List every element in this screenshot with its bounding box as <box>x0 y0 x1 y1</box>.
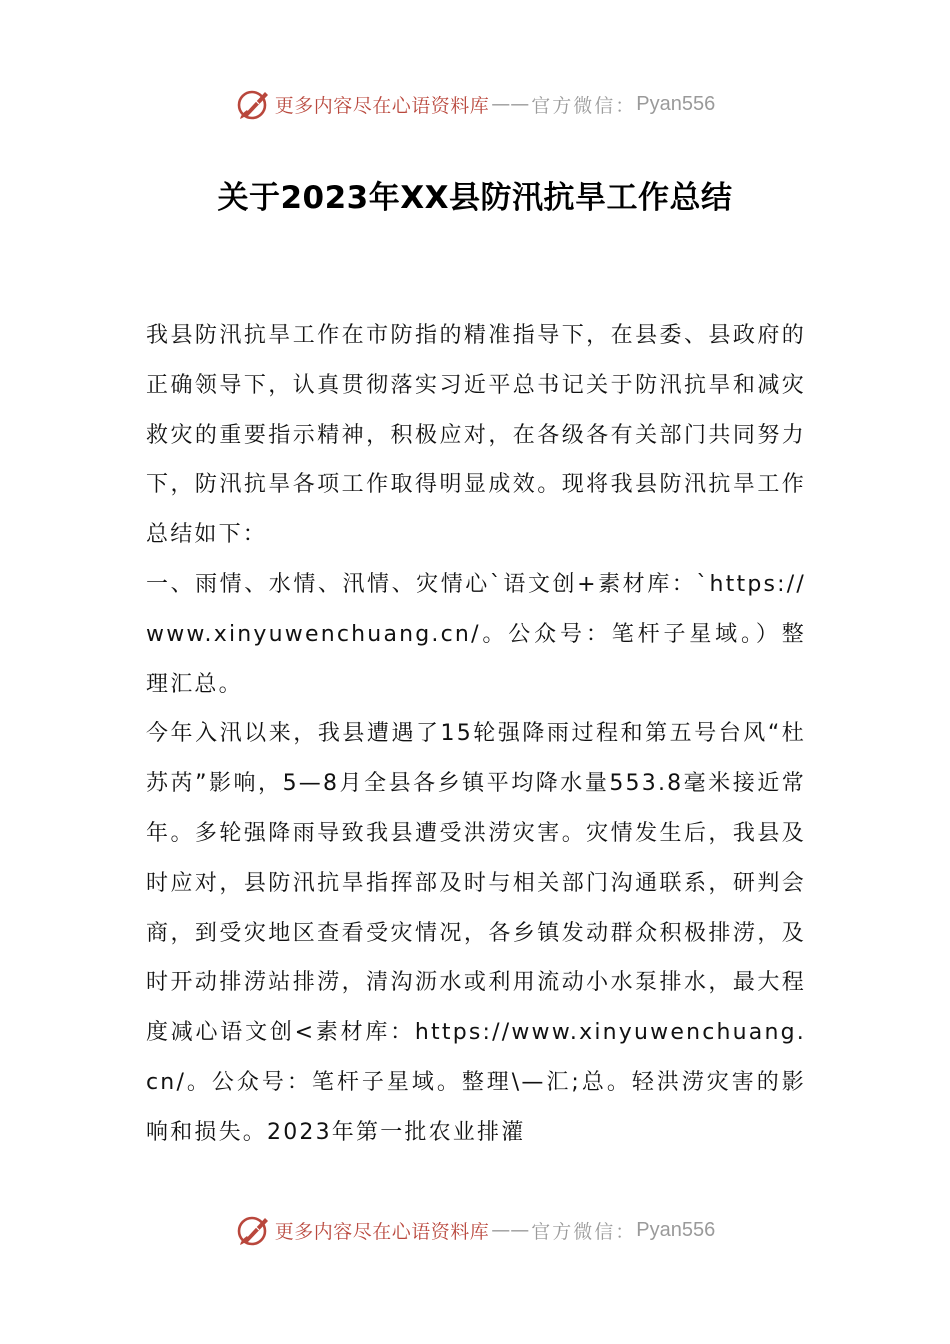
document-title: 关于2023年XX县防汛抗旱工作总结 <box>217 180 733 216</box>
wechat-label: 官方微信： <box>531 94 637 117</box>
paragraph-intro: 我县防汛抗旱工作在市防指的精准指导下，在县委、县政府的正确领导下，认真贯彻落实习近平总书记关于防汛抗旱和减灾救灾的重要指示精神，积极应对，在各级各有关部门共同努力下，防汛抗旱各项工作取得明显成效。现将我县防汛抗旱工作总结如下： <box>146 323 806 548</box>
wechat-id: Pyan556 <box>636 92 716 115</box>
footer-wechat-id: Pyan556 <box>636 1218 716 1241</box>
footer-banner <box>0 1210 950 1250</box>
header-banner <box>0 84 950 124</box>
banner-dash: —— <box>491 93 530 115</box>
footer-wechat-label: 官方微信： <box>531 1220 637 1243</box>
banner-slogan: 更多内容尽在心语资料库 <box>274 94 490 117</box>
quill-pen-logo-icon <box>235 86 271 122</box>
paragraph-rainfall: 今年入汛以来，我县遭遇了15轮强降雨过程和第五号台风“杜苏芮”影响，5—8月全县各乡镇平均降水量553.8毫米接近常年。多轮强降雨导致我县遭受洪涝灾害。灾情发生后，我县及时应对，县防汛抗旱指挥部及时与相关部门沟通联系，研判会商，到受灾地区查看受灾情况，各乡镇发动群众积极排涝，及时开动排涝站排涝，清沟沥水或利用流动小水泵排水，最大程度减心语文创<素材库：https://www.xinyuwenchuang.cn/。公众号：笔杆子星域。整理\—汇;总。轻洪涝灾害的影响和损失。2023年第一批农业排灌 <box>146 721 806 1145</box>
quill-pen-logo-icon <box>235 1212 271 1248</box>
footer-dash: —— <box>491 1219 530 1241</box>
paragraph-section-heading: 一、雨情、水情、汛情、灾情心`语文创+素材库：`https://www.xinyuwenchuang.cn/。公众号：笔杆子星域。）整理汇总。 <box>146 571 806 697</box>
document-body <box>146 311 806 1158</box>
footer-slogan: 更多内容尽在心语资料库 <box>274 1220 490 1243</box>
